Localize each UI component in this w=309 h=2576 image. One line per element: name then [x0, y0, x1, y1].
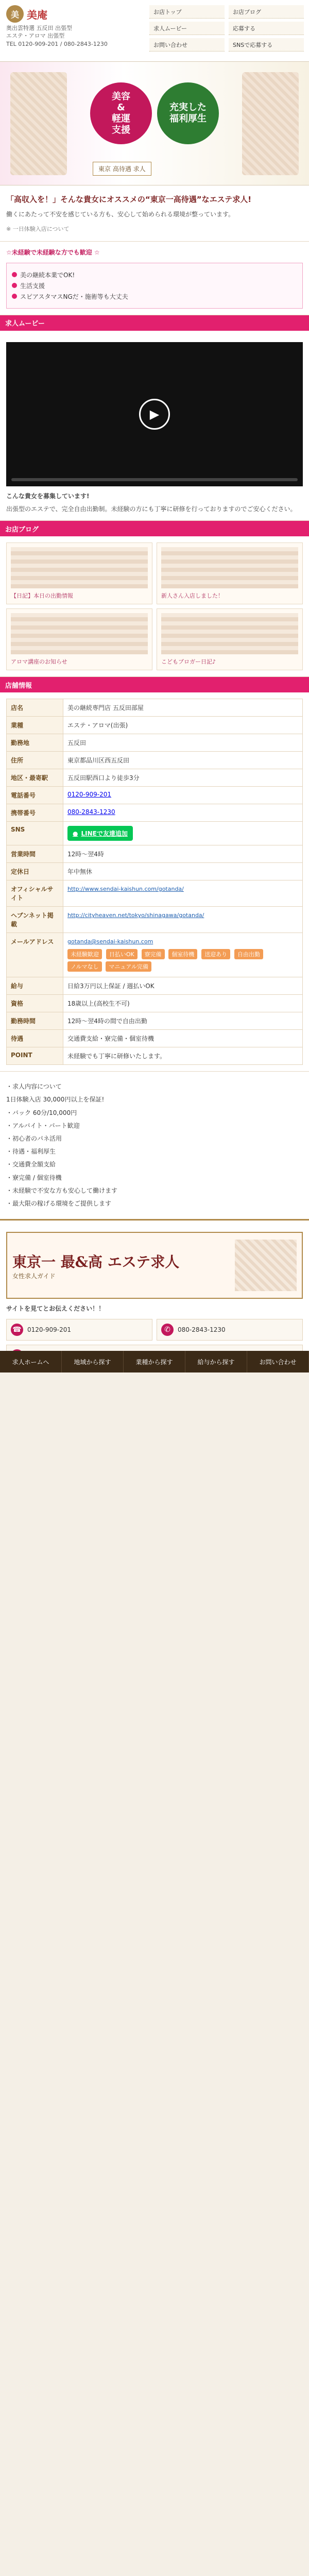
blog-card-title[interactable]: 新人さん入店しました！: [161, 592, 224, 600]
table-row: [7, 769, 303, 787]
bottom-nav: [0, 1351, 309, 1372]
blog-card-title[interactable]: アロマ講座のお知らせ: [11, 658, 67, 666]
blog-grid: [0, 536, 309, 677]
tag-chip: 送迎あり: [201, 949, 230, 959]
job-line: ・寮完備 / 個室待機: [6, 1174, 62, 1181]
footer-banner[interactable]: [6, 1232, 303, 1299]
brand-name: 美庵: [27, 8, 47, 21]
info-box: [0, 692, 309, 1072]
footer: [0, 1219, 309, 1372]
tags: [67, 948, 298, 973]
table-value: 交通費支給・寮完備・個室待機: [63, 1030, 303, 1047]
blog-thumb: [161, 613, 298, 654]
table-value: [63, 787, 303, 804]
phone-icon: ☎: [11, 1324, 23, 1336]
contact-phone-label: 0120-909-201: [27, 1326, 72, 1334]
bullet-icon: [12, 272, 17, 277]
point-item: [12, 270, 297, 279]
table-row: [7, 787, 303, 804]
table-value: 18歳以上(高校生不可): [63, 995, 303, 1012]
tag-chip: マニュアル完備: [106, 961, 151, 972]
catch-title: 「高収入を！」そんな貴女にオススメの“東京一高待遇”なエステ求人!: [6, 195, 252, 204]
table-key: 電話番号: [7, 787, 63, 804]
contact-mobile-label: 080-2843-1230: [178, 1326, 226, 1334]
table-value: エステ・アロマ(出張): [63, 717, 303, 734]
banner-photo: [235, 1240, 297, 1291]
point-item: [12, 292, 297, 301]
point-list: [12, 270, 297, 301]
table-value: 12時～翌4時: [63, 845, 303, 863]
banner-title: 東京一 最&高 エステ求人: [12, 1253, 180, 1270]
hero-tag: 東京 高待遇 求人: [93, 162, 151, 176]
nav-shop-top[interactable]: お店トップ: [149, 5, 225, 19]
tag-chip: 寮完備: [142, 949, 165, 959]
movie-box: [0, 331, 309, 521]
bottom-nav-category[interactable]: 業種から探す: [124, 1351, 185, 1372]
table-value: 五反田: [63, 734, 303, 752]
nav-blog[interactable]: お店ブログ: [229, 5, 304, 19]
header: [0, 0, 309, 62]
table-value: 美の継続専門店 五反田部屋: [63, 699, 303, 717]
table-value: [63, 907, 303, 933]
job-line: ・未経験で不安な方も安心して働けます: [6, 1187, 118, 1194]
bottom-nav-area[interactable]: 地域から探す: [62, 1351, 124, 1372]
table-row: [7, 907, 303, 933]
tag-chip: 個室待機: [168, 949, 197, 959]
job-line: ・最大限の稼げる環境をご提供します: [6, 1199, 112, 1207]
table-key: 資格: [7, 995, 63, 1012]
table-value: 未経験でも丁寧に研修いたします。: [63, 1047, 303, 1065]
table-value: [63, 804, 303, 822]
bottom-nav-salary[interactable]: 給与から探す: [185, 1351, 247, 1372]
table-row: [7, 933, 303, 977]
hero-badge-benefits: 充実した 福利厚生: [157, 82, 219, 144]
table-value: 12時～翌4時の間で自由出勤: [63, 1012, 303, 1030]
blog-thumb: [11, 613, 148, 654]
table-row: [7, 880, 303, 907]
hero: [0, 62, 309, 185]
info-section-title: 店舗情報: [0, 677, 309, 692]
bullet-icon: [12, 294, 17, 299]
footer-lead: サイトを見てとお伝えください！！: [6, 1305, 105, 1313]
point-item-text: 美の継続本業でOK!: [20, 271, 75, 279]
table-key: 勤務地: [7, 734, 63, 752]
table-row: [7, 1012, 303, 1030]
table-row: [7, 863, 303, 880]
movie-progress-bar[interactable]: [11, 478, 298, 481]
table-key: ヘブンネット掲載: [7, 907, 63, 933]
table-key: SNS: [7, 822, 63, 845]
line-add-label: LINEで友達追加: [81, 830, 128, 838]
movie-player[interactable]: [6, 342, 303, 486]
table-key: 定休日: [7, 863, 63, 880]
table-row: [7, 845, 303, 863]
bottom-nav-contact[interactable]: お問い合わせ: [247, 1351, 309, 1372]
job-line: ・初心者のパネ活用: [6, 1135, 62, 1142]
blog-thumb: [11, 547, 148, 588]
tag-chip: 自由出勤: [234, 949, 263, 959]
blog-thumb: [161, 547, 298, 588]
table-row: [7, 699, 303, 717]
movie-section-title: 求人ムービー: [0, 315, 309, 331]
email-link[interactable]: gotanda@sendai-kaishun.com: [67, 938, 153, 945]
line-icon: ●: [73, 829, 78, 837]
logo[interactable]: [6, 5, 138, 23]
table-row: [7, 977, 303, 995]
table-row: [7, 752, 303, 769]
brand: [0, 0, 144, 61]
catch-meta: ※ 一日体験入店について: [6, 225, 70, 232]
job-line: ・交通費全額支給: [6, 1161, 56, 1168]
line-add-button[interactable]: [67, 826, 133, 841]
movie-body: 出張型のエステで、完全自由出勤制。未経験の方にも丁寧に研修を行っておりますのでご安心ください。: [6, 505, 297, 513]
tag-chip: 日払いOK: [106, 949, 138, 959]
table-key: 地区・最寄駅: [7, 769, 63, 787]
nav-contact[interactable]: お問い合わせ: [149, 38, 225, 52]
blog-card-title[interactable]: 【日記】本日の出勤情報: [11, 592, 73, 600]
job-line: ・アルバイト・パート歓迎: [6, 1122, 80, 1129]
table-key: 営業時間: [7, 845, 63, 863]
nav-apply[interactable]: 応募する: [229, 22, 304, 35]
table-row: [7, 1030, 303, 1047]
blog-section-title: お店ブログ: [0, 521, 309, 536]
official-site-link[interactable]: http://www.sendai-kaishun.com/gotanda/: [67, 886, 184, 893]
contact-mobile[interactable]: [157, 1319, 303, 1341]
tag-chip: ノルマなし: [67, 961, 102, 972]
brand-sub: 奥出雲特選 五反田 出張型 エステ・アロマ 出張型 TEL 0120-909-201 / 080-2843-1230: [6, 25, 108, 47]
table-value: 年中無休: [63, 863, 303, 880]
point-title: ☆未経験で未経験な方でも歓迎 ☆: [6, 248, 100, 256]
point-item: [12, 281, 297, 290]
catch: [0, 185, 309, 242]
table-value: [63, 822, 303, 845]
table-value: 五反田駅西口より徒歩3分: [63, 769, 303, 787]
bottom-nav-home[interactable]: 求人ホームへ: [0, 1351, 62, 1372]
mobile-icon: ✆: [161, 1324, 174, 1336]
table-row: [7, 717, 303, 734]
job-line: ・待遇・福利厚生: [6, 1148, 56, 1156]
table-key: 業種: [7, 717, 63, 734]
bullet-icon: [12, 283, 17, 288]
blog-card[interactable]: [6, 543, 152, 604]
contact-phone[interactable]: [6, 1319, 152, 1341]
job-details: [0, 1072, 309, 1219]
table-row: [7, 1047, 303, 1065]
banner-text: [12, 1251, 179, 1280]
logo-mark-icon: 美: [6, 5, 24, 23]
table-row: [7, 995, 303, 1012]
blog-card[interactable]: [157, 608, 303, 670]
table-value: 東京都品川区西五反田: [63, 752, 303, 769]
catch-desc: 働くにあたって不安を感じている方も、安心して始められる環境が整っています。: [6, 210, 235, 218]
table-key: 住所: [7, 752, 63, 769]
table-key: POINT: [7, 1047, 63, 1065]
table-key: 給与: [7, 977, 63, 995]
table-row: [7, 804, 303, 822]
table-key: メールアドレス: [7, 933, 63, 977]
job-line: ・求人内容について: [6, 1083, 62, 1091]
nav-sns-apply[interactable]: SNSで応募する: [229, 38, 304, 52]
table-row: [7, 822, 303, 845]
heaven-link[interactable]: http://cityheaven.net/tokyo/shinagawa/gotanda/: [67, 912, 204, 919]
info-table: [6, 699, 303, 1065]
point-item-text: スピアスタマスNGだ・施術等も大丈夫: [20, 293, 128, 300]
blog-card[interactable]: [6, 608, 152, 670]
point-item-text: 生活支援: [20, 282, 45, 290]
table-key: 勤務時間: [7, 1012, 63, 1030]
movie-caption: こんな貴女を募集しています!: [6, 492, 90, 500]
table-key: 待遇: [7, 1030, 63, 1047]
hero-badge-beauty: 美容 & 軽運 支援: [90, 82, 152, 144]
job-line: ・バック 60分/10,000円: [6, 1109, 77, 1116]
tag-chip: 未経験歓迎: [67, 949, 102, 959]
hero-photo-right: [242, 72, 299, 175]
table-value: [63, 933, 303, 977]
blog-card-title[interactable]: こどもブロガー日記♪: [161, 658, 216, 666]
hero-photo-left: [10, 72, 67, 175]
point-highlight: [6, 263, 303, 309]
blog-card[interactable]: [157, 543, 303, 604]
nav-movie[interactable]: 求人ムービー: [149, 22, 225, 35]
point-box: [0, 242, 309, 315]
table-row: [7, 734, 303, 752]
phone-link[interactable]: 0120-909-201: [67, 791, 112, 799]
table-value: [63, 880, 303, 907]
table-key: 携帯番号: [7, 804, 63, 822]
top-nav: [144, 0, 309, 61]
banner-sub: 女性求人ガイド: [12, 1272, 56, 1280]
play-icon[interactable]: ▶: [139, 399, 170, 430]
table-value: 日給3万円以上保証 / 週払いOK: [63, 977, 303, 995]
table-key: オフィシャルサイト: [7, 880, 63, 907]
job-line: 1日体験入店 30,000円以上を保証!: [6, 1096, 105, 1104]
table-key: 店名: [7, 699, 63, 717]
mobile-link[interactable]: 080-2843-1230: [67, 808, 115, 816]
